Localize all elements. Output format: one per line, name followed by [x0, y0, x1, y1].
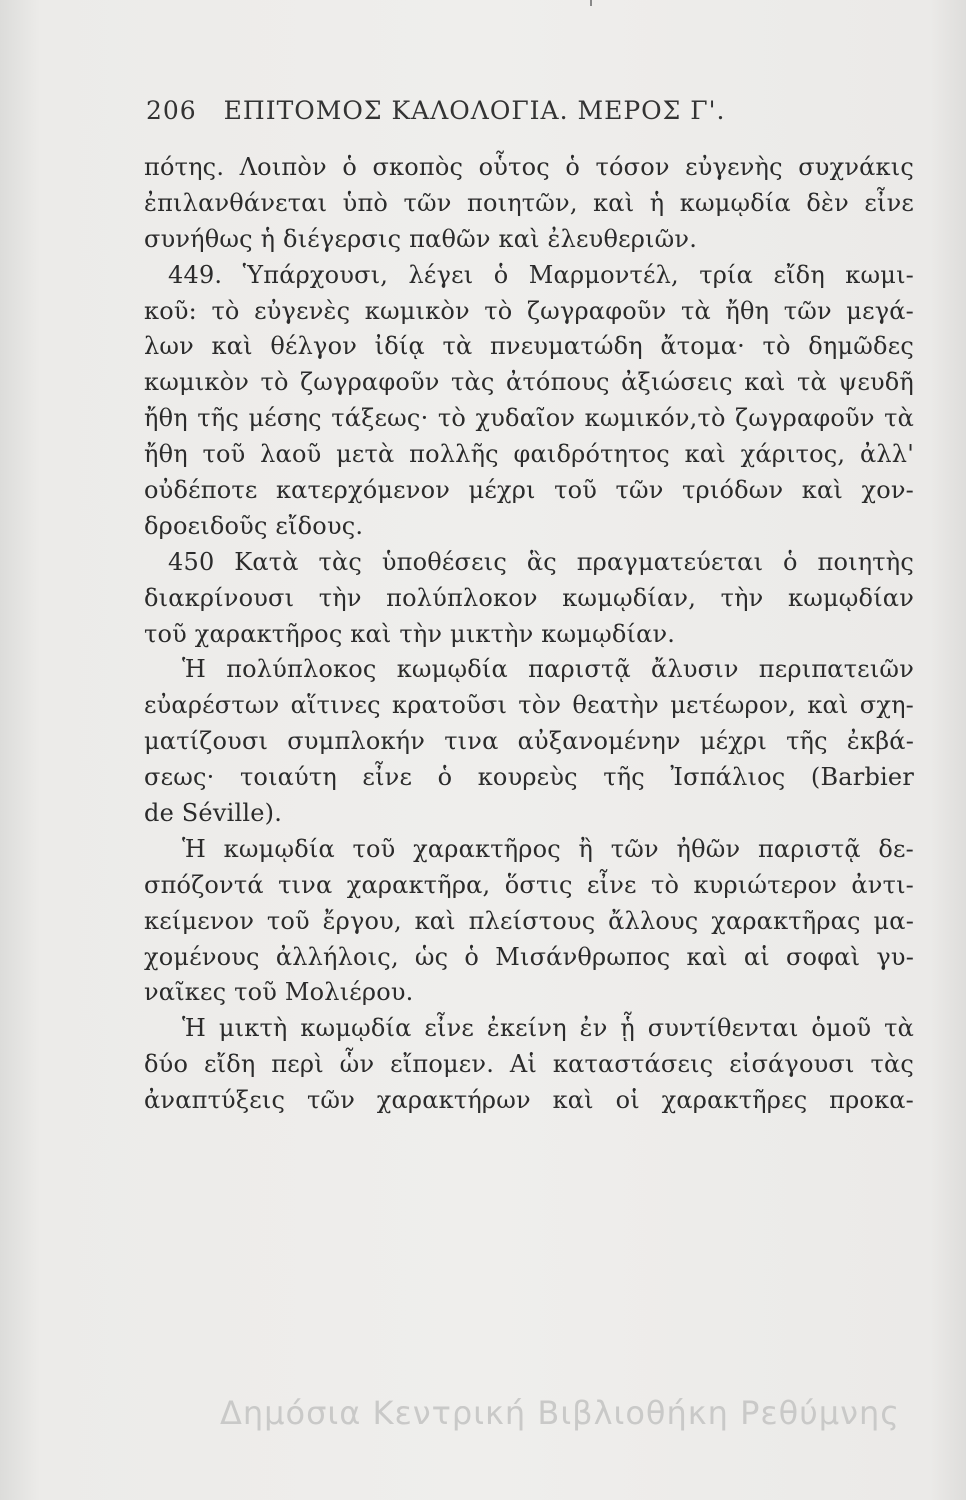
text-line: ματίζουσι συμπλοκήν τινα αὐξανομένην μέχρι τῆς ἐκβά- [144, 727, 914, 756]
text-line: ἀναπτύξεις τῶν χαρακτήρων καὶ οἱ χαρακτῆρες προκα- [144, 1086, 914, 1115]
paragraph-start: Ἡ μικτὴ κωμῳδία εἶνε ἐκείνη ἐν ᾗ συντίθενται ὁμοῦ τὰ [182, 1014, 914, 1043]
text-line: συνήθως ἡ διέγερσις παθῶν καὶ ἐλευθεριῶν. [144, 224, 698, 253]
text-line: ναῖκες τοῦ Μολιέρου. [144, 978, 414, 1007]
running-header [146, 96, 906, 125]
text-line: κοῦ: τὸ εὐγενὲς κωμικὸν τὸ ζωγραφοῦν τὰ ἤθη τῶν μεγά- [144, 296, 914, 325]
running-title: ΕΠΙΤΟΜΟΣ ΚΑΛΟΛΟΓΙΑ. ΜΕΡΟΣ Γ'. [223, 96, 726, 125]
text-line: ἤθη τοῦ λαοῦ μετὰ πολλῆς φαιδρότητος καὶ χάριτος, ἀλλ' [144, 440, 914, 469]
text-line: κείμενον τοῦ ἔργου, καὶ πλείστους ἄλλους χαρακτῆρας μα- [144, 906, 914, 935]
paragraph-start: Ἡ πολύπλοκος κωμῳδία παριστᾷ ἄλυσιν περιπατειῶν [182, 655, 914, 684]
text-line: χομένους ἀλλήλοις, ὡς ὁ Μισάνθρωπος καὶ αἱ σοφαὶ γυ- [144, 942, 914, 971]
text-line: διακρίνουσι τὴν πολύπλοκον κωμῳδίαν, τὴν κωμῳδίαν [144, 583, 914, 612]
text-line: κωμικὸν τὸ ζωγραφοῦν τὰς ἀτόπους ἀξιώσεις καὶ τὰ ψευδῆ [144, 368, 914, 397]
text-line: εὐαρέστων αἵτινες κρατοῦσι τὸν θεατὴν μετέωρον, καὶ σχη- [144, 691, 914, 720]
print-mark [590, 0, 592, 6]
text-line: σπόζοντά τινα χαρακτῆρα, ὅστις εἶνε τὸ κυριώτερον ἀντι- [144, 870, 914, 899]
paragraph-449-start: 449. Ὑπάρχουσι, λέγει ὁ Μαρμοντέλ, τρία εἴδη κωμι- [168, 260, 914, 289]
text-line: δροειδοῦς εἴδους. [144, 511, 364, 540]
text-line: τοῦ χαρακτῆρος καὶ τὴν μικτὴν κωμῳδίαν. [144, 619, 676, 648]
text-line: ἤθη τῆς μέσης τάξεως· τὸ χυδαῖον κωμικόν,τὸ ζωγραφοῦν τὰ [144, 404, 914, 433]
text-line: ἐπιλανθάνεται ὑπὸ τῶν ποιητῶν, καὶ ἡ κωμῳδία δὲν εἶνε [144, 188, 914, 217]
paragraph-start: Ἡ κωμῳδία τοῦ χαρακτῆρος ἢ τῶν ἠθῶν παριστᾷ δε- [182, 834, 914, 863]
text-line: de Séville). [144, 799, 283, 828]
library-watermark: Δημόσια Κεντρική Βιβλιοθήκη Ρεθύμνης [220, 1394, 901, 1432]
body-text [144, 150, 914, 1119]
paragraph-450-start: 450 Κατὰ τὰς ὑποθέσεις ἃς πραγματεύεται ὁ ποιητὴς [168, 547, 914, 576]
text-line: λων καὶ θέλγον ἰδίᾳ τὰ πνευματώδη ἄτομα· τὸ δημῶδες [144, 332, 914, 361]
text-line: οὐδέποτε κατερχόμενον μέχρι τοῦ τῶν τριόδων καὶ χον- [144, 476, 914, 505]
text-line: δύο εἴδη περὶ ὧν εἴπομεν. Αἱ καταστάσεις εἰσάγουσι τὰς [144, 1050, 914, 1079]
text-line: σεως· τοιαύτη εἶνε ὁ κουρεὺς τῆς Ἰσπάλιος (Barbier [144, 763, 914, 792]
text-line: πότης. Λοιπὸν ὁ σκοπὸς οὗτος ὁ τόσον εὐγενὴς συχνάκις [144, 153, 914, 181]
page-number: 206 [146, 96, 197, 125]
